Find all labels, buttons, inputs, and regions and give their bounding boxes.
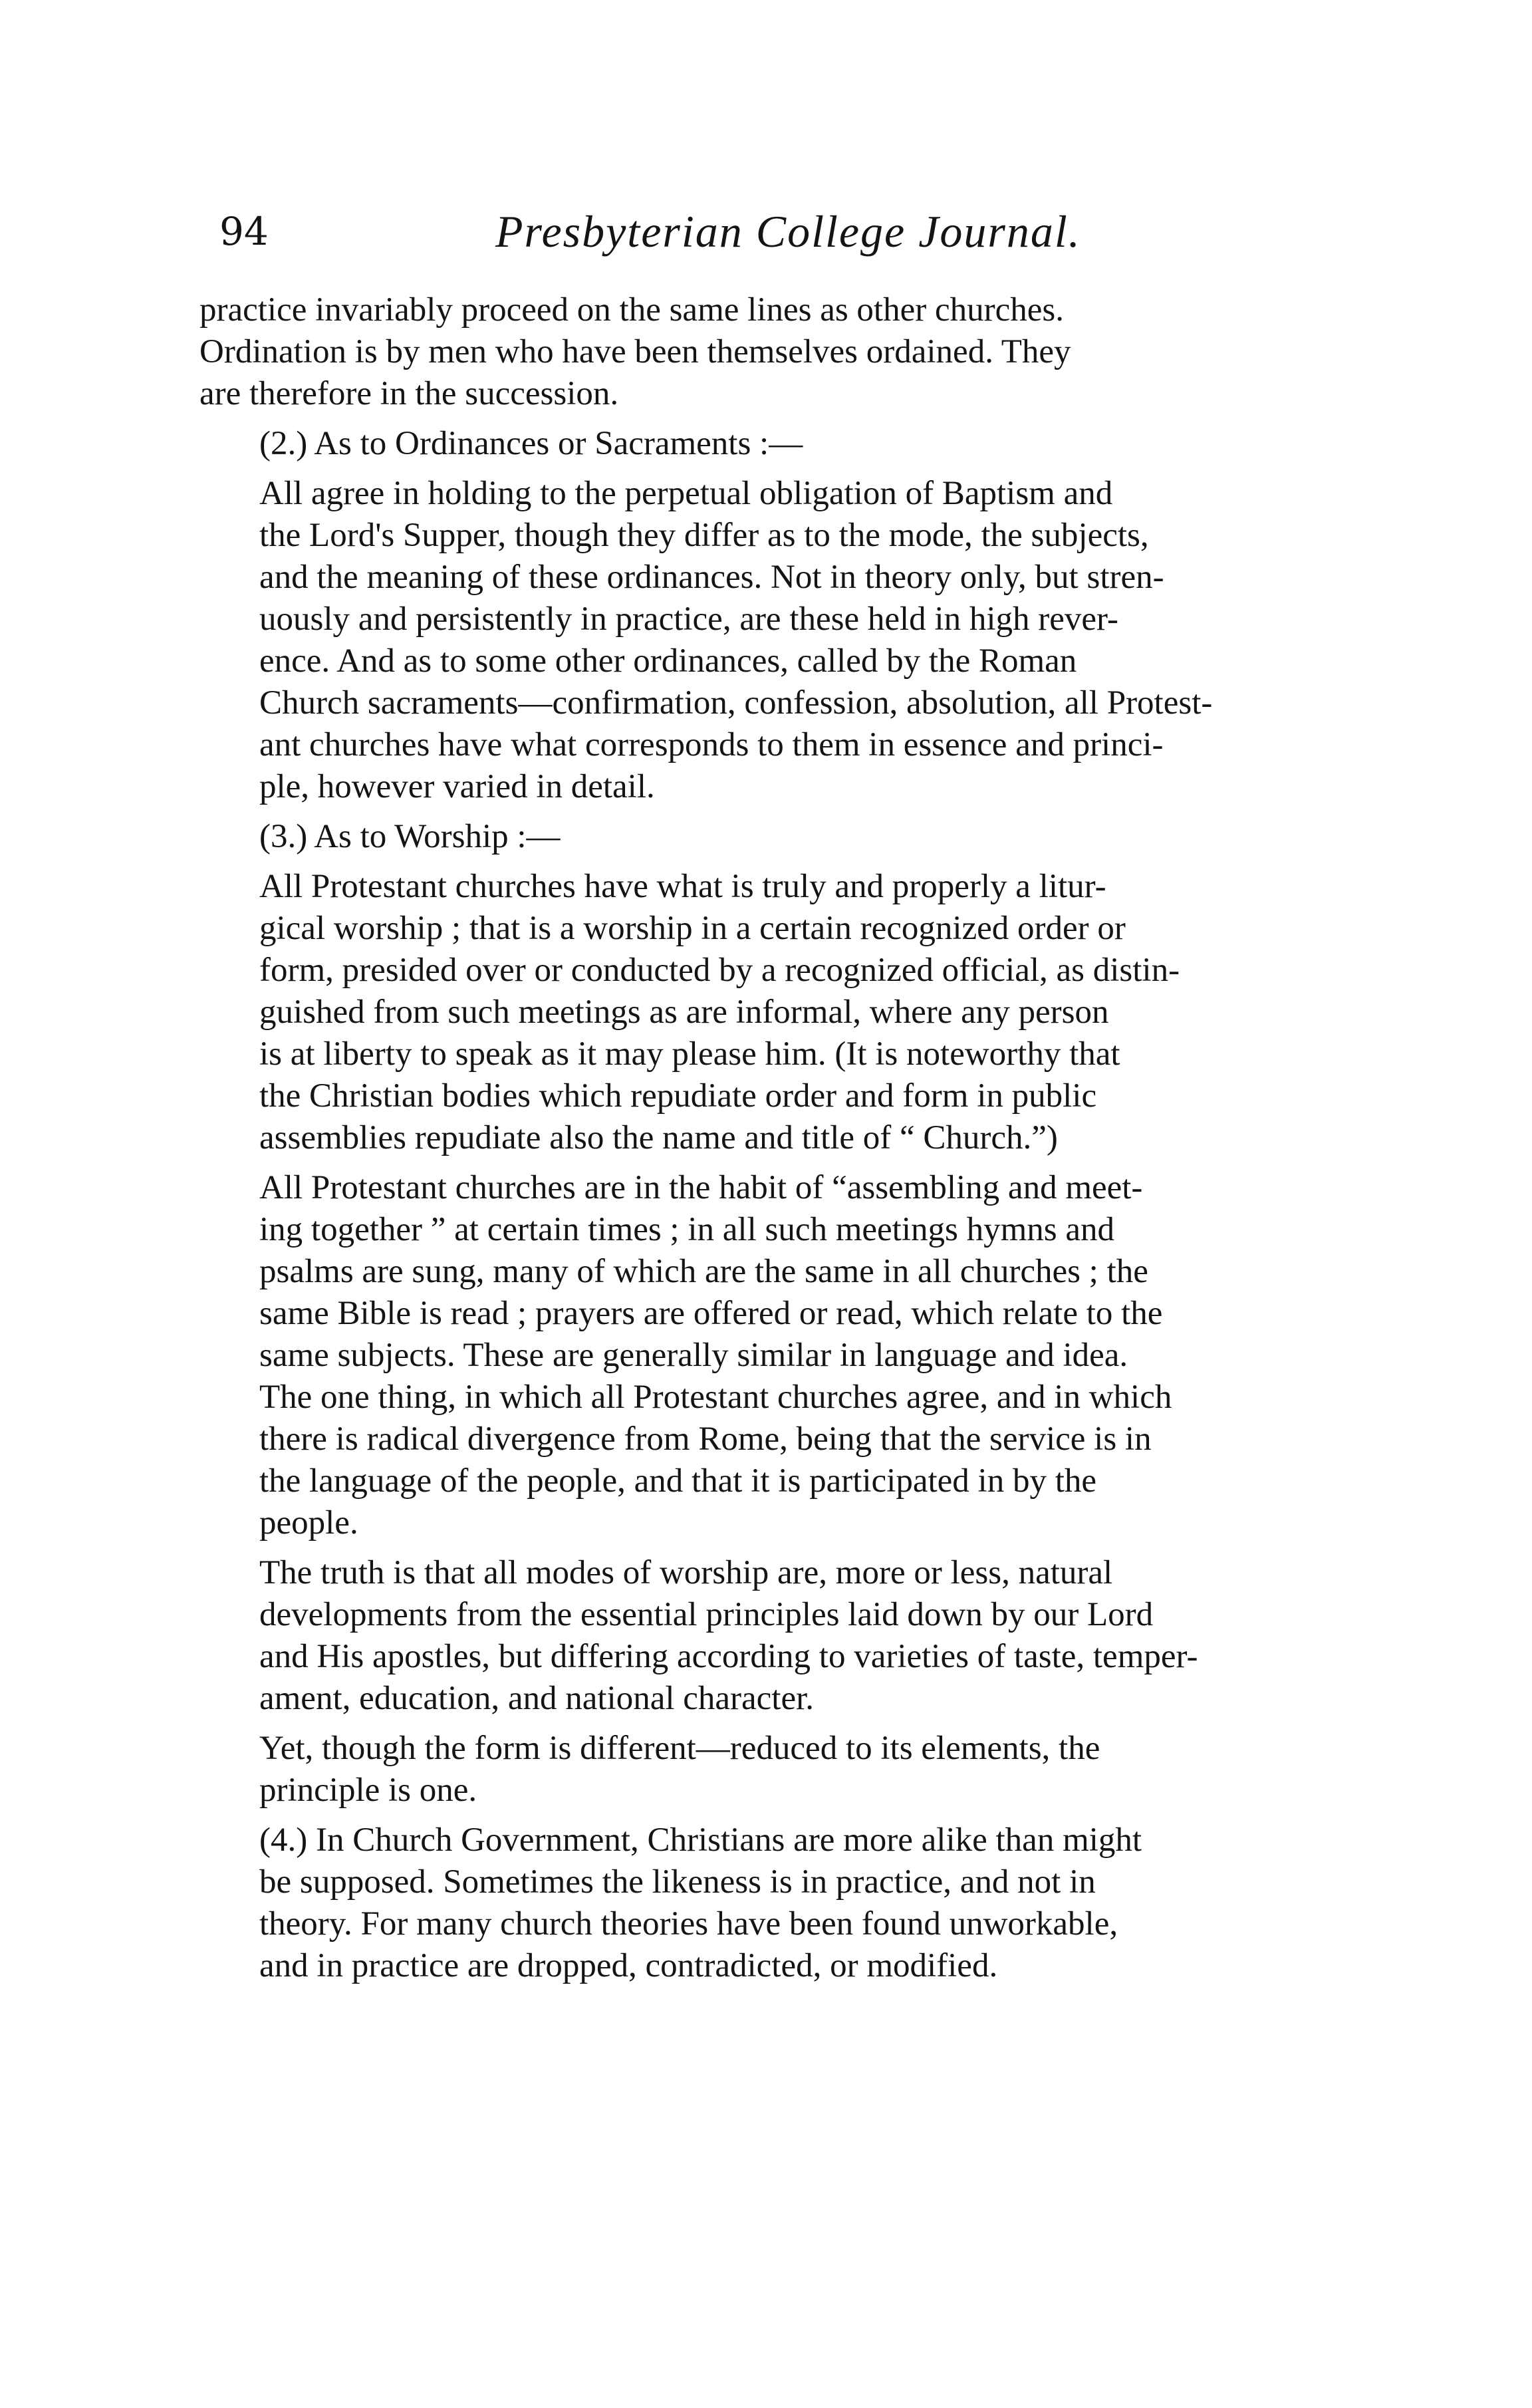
text-line: form, presided over or conducted by a recognized official, as distin- — [259, 952, 1180, 989]
text-line: the language of the people, and that it is participated in by the — [259, 1462, 1097, 1500]
text-line: Church sacraments—confirmation, confession, absolution, all Protest- — [259, 684, 1213, 722]
page-number: 94 — [219, 209, 269, 254]
text-line: ple, however varied in detail. — [259, 768, 655, 805]
text-line: The truth is that all modes of worship are, more or less, natural — [259, 1554, 1113, 1591]
text-line: ing together ” at certain times ; in all such meetings hymns and — [259, 1211, 1115, 1248]
book-page — [199, 200, 1343, 2195]
text-line: guished from such meetings as are informal, where any person — [259, 994, 1109, 1031]
text-line: The one thing, in which all Protestant churches agree, and in which — [259, 1379, 1172, 1416]
text-line: All Protestant churches have what is truly and properly a litur- — [259, 868, 1106, 905]
section-heading-worship — [199, 816, 1330, 858]
paragraph-modes-of-worship — [199, 1552, 1330, 1720]
text-line: (3.) As to Worship :— — [259, 818, 561, 855]
text-line: principle is one. — [259, 1772, 477, 1809]
text-line: the Christian bodies which repudiate order and form in public — [259, 1077, 1097, 1115]
paragraph-ordination — [199, 289, 1330, 415]
text-line: developments from the essential principles laid down by our Lord — [259, 1596, 1154, 1633]
body-text — [199, 289, 1330, 1995]
text-line: gical worship ; that is a worship in a certain recognized order or — [259, 910, 1126, 947]
text-line: Ordination is by men who have been themselves ordained. They — [199, 333, 1071, 370]
text-line: people. — [259, 1504, 358, 1541]
paragraph-church-government — [199, 1819, 1330, 1987]
running-head — [219, 200, 1343, 266]
text-line: and His apostles, but differing according to varieties of taste, temper- — [259, 1638, 1198, 1675]
text-line: there is radical divergence from Rome, being that the service is in — [259, 1420, 1152, 1458]
journal-title: Presbyterian College Journal. — [495, 206, 1081, 257]
paragraph-principle — [199, 1728, 1330, 1811]
text-line: the Lord's Supper, though they differ as to the mode, the subjects, — [259, 517, 1149, 554]
text-line: theory. For many church theories have been found unworkable, — [259, 1905, 1118, 1942]
paragraph-sacraments — [199, 473, 1330, 808]
text-line: is at liberty to speak as it may please him. (It is noteworthy that — [259, 1035, 1120, 1073]
text-line: same subjects. These are generally similar in language and idea. — [259, 1337, 1128, 1374]
text-line: Yet, though the form is different—reduced to its elements, the — [259, 1730, 1100, 1767]
text-line: same Bible is read ; prayers are offered or read, which relate to the — [259, 1295, 1163, 1332]
text-line: All agree in holding to the perpetual obligation of Baptism and — [259, 475, 1113, 512]
text-line: ence. And as to some other ordinances, called by the Roman — [259, 642, 1077, 680]
text-line: practice invariably proceed on the same lines as other churches. — [199, 291, 1064, 329]
text-line: (2.) As to Ordinances or Sacraments :— — [259, 425, 803, 462]
text-line: All Protestant churches are in the habit of “assembling and meet- — [259, 1169, 1143, 1206]
text-line: ament, education, and national character. — [259, 1680, 815, 1717]
text-line: psalms are sung, many of which are the same in all churches ; the — [259, 1253, 1148, 1290]
text-line: uously and persistently in practice, are these held in high rever- — [259, 601, 1118, 638]
paragraph-assembling — [199, 1167, 1330, 1544]
text-line: (4.) In Church Government, Christians are more alike than might — [259, 1821, 1142, 1859]
text-line: be supposed. Sometimes the likeness is in practice, and not in — [259, 1863, 1096, 1901]
text-line: ant churches have what corresponds to them in essence and princi- — [259, 726, 1164, 763]
text-line: and the meaning of these ordinances. Not in theory only, but stren- — [259, 559, 1164, 596]
text-line: assemblies repudiate also the name and title of “ Church.”) — [259, 1119, 1058, 1156]
text-line: are therefore in the succession. — [199, 375, 619, 412]
section-heading-ordinances — [199, 423, 1330, 465]
paragraph-liturgical-worship — [199, 866, 1330, 1159]
text-line: and in practice are dropped, contradicted, or modified. — [259, 1947, 998, 1984]
